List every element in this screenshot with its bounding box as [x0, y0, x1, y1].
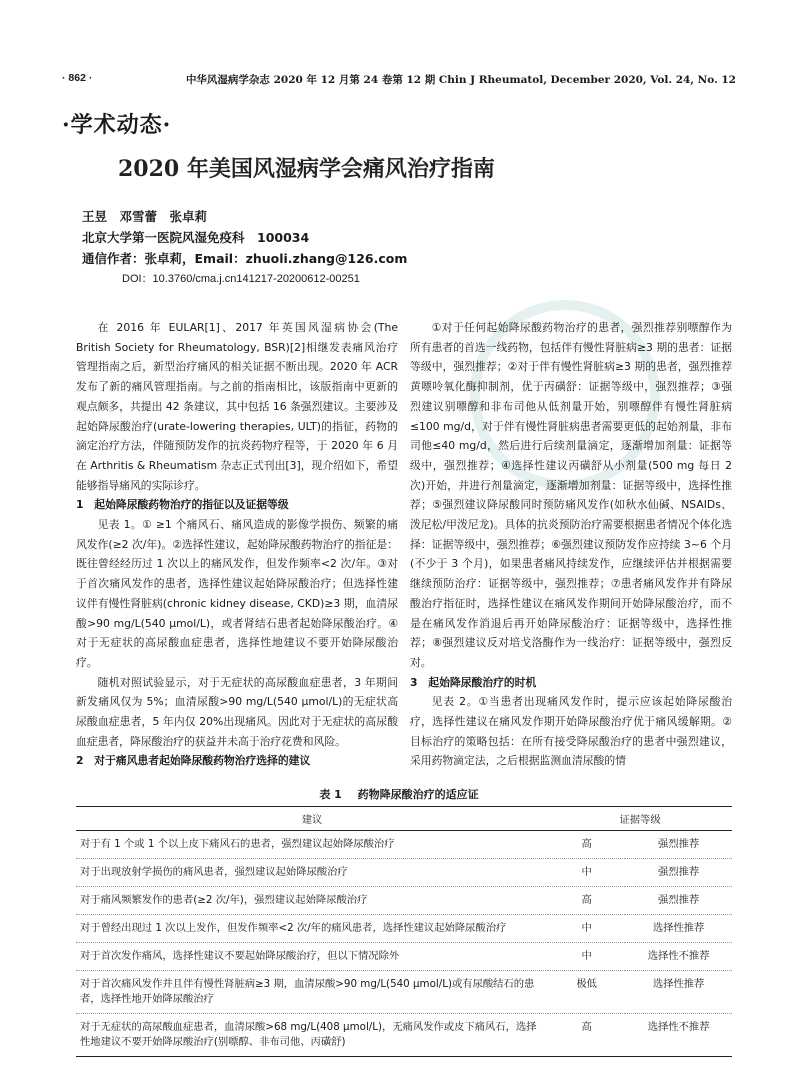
paragraph: 见表 1。① ≥1 个痛风石、痛风造成的影像学损伤、频繁的痛风发作(≥2 次/年)。②选择性建议，起始降尿酸药物治疗的指征是：既往曾经经历过 1 次以上的痛风发作，但发作频率<2 次/年。③对于首次痛风发作的患者，选择性建议起始降尿酸治疗；但选择性建议伴有慢性肾脏病(chronic kidney disease, CKD)≥3 期，血清尿酸>90 mg/L(540 μmol/L)，或者肾结石患者起始降尿酸治疗。④对于无症状的高尿酸血症患者，选择性地建议不要开始降尿酸治疗。	[76, 518, 398, 669]
cell-strength: 选择性不推荐	[625, 1014, 732, 1057]
table-row	[76, 915, 732, 943]
paragraph: 随机对照试验显示，对于无症状的高尿酸血症患者，3 年期间新发痛风仅为 5%；血清尿酸>90 mg/L(540 μmol/L)的无症状高尿酸血症患者，5 年内仅 20%出现痛风。因此对于无症状的高尿酸血症患者，降尿酸治疗的获益并未高于治疗花费和风险。	[76, 675, 398, 748]
cell-strength: 强烈推荐	[625, 831, 732, 859]
section-heading: 3 起始降尿酸治疗的时机	[410, 675, 537, 689]
cell-strength: 选择性推荐	[625, 971, 732, 1014]
recommendation-table	[76, 806, 732, 1057]
author-names: 王昱 邓雪蕾 张卓莉	[82, 209, 208, 224]
header-evidence-level: 证据等级	[548, 807, 732, 831]
table-row	[76, 1014, 732, 1057]
table-row	[76, 943, 732, 971]
journal-citation: 中华风湿病学杂志 2020 年 12 月第 24 卷第 12 期 Chin J Rheumatol, December 2020, Vol. 24, No. 12	[185, 74, 736, 86]
running-header	[62, 72, 736, 88]
cell-evidence: 高	[548, 1014, 625, 1057]
header-recommendation: 建议	[76, 807, 548, 831]
cell-strength: 强烈推荐	[625, 859, 732, 887]
table-row	[76, 971, 732, 1014]
table-row	[76, 831, 732, 859]
cell-strength: 选择性不推荐	[625, 943, 732, 971]
cell-evidence: 中	[548, 859, 625, 887]
cell-recommendation: 对于出现放射学损伤的痛风患者，强烈建议起始降尿酸治疗	[76, 859, 548, 887]
cell-strength: 强烈推荐	[625, 887, 732, 915]
table-label: 表 1	[319, 788, 342, 801]
table-row	[76, 859, 732, 887]
cell-recommendation: 对于无症状的高尿酸血症患者，血清尿酸>68 mg/L(408 μmol/L)，无痛风发作或皮下痛风石，选择性地建议不要开始降尿酸治疗(别嘌醇、非布司他、丙磺舒)	[76, 1014, 548, 1057]
cell-recommendation: 对于首次发作痛风，选择性建议不要起始降尿酸治疗，但以下情况除外	[76, 943, 548, 971]
section-heading: 2 对于痛风患者起始降尿酸药物治疗选择的建议	[76, 754, 311, 768]
cell-evidence: 中	[548, 915, 625, 943]
author-block	[82, 206, 407, 290]
table-row	[76, 887, 732, 915]
paragraph: 见表 2。①当患者出现痛风发作时，提示应该起始降尿酸治疗，选择性建议在痛风发作期开始降尿酸治疗优于痛风缓解期。②目标治疗的策略包括：在所有接受降尿酸治疗的患者中强烈建议，采用药物滴定法，之后根据监测血清尿酸的情	[410, 695, 732, 768]
cell-strength: 选择性推荐	[625, 915, 732, 943]
affiliation: 北京大学第一医院风湿免疫科 100034	[82, 230, 310, 245]
article-title: 2020 年美国风湿病学会痛风治疗指南	[118, 156, 495, 182]
table-header-row	[76, 807, 732, 831]
table-title: 药物降尿酸治疗的适应证	[357, 788, 479, 801]
left-column	[76, 318, 398, 771]
section-heading: 1 起始降尿酸药物治疗的指征以及证据等级	[76, 498, 289, 512]
cell-recommendation: 对于有 1 个或 1 个以上皮下痛风石的患者，强烈建议起始降尿酸治疗	[76, 831, 548, 859]
section-tag: ·学术动态·	[62, 112, 172, 138]
cell-recommendation: 对于曾经出现过 1 次以上发作，但发作频率<2 次/年的痛风患者，选择性建议起始降尿酸治疗	[76, 915, 548, 943]
correspondence: 通信作者：张卓莉，Email：zhuoli.zhang@126.com	[82, 251, 408, 266]
cell-evidence: 高	[548, 887, 625, 915]
cell-recommendation: 对于首次痛风发作并且伴有慢性肾脏病≥3 期，血清尿酸>90 mg/L(540 μmol/L)或有尿酸结石的患者，选择性地开始降尿酸治疗	[76, 971, 548, 1014]
cell-evidence: 中	[548, 943, 625, 971]
paragraph: ①对于任何起始降尿酸药物治疗的患者，强烈推荐别嘌醇作为所有患者的首选一线药物，包括伴有慢性肾脏病≥3 期的患者：证据等级中，强烈推荐；②对于伴有慢性肾脏病≥3 期的患者，强烈推荐黄嘌呤氧化酶抑制剂，优于丙磺舒：证据等级中，强烈推荐；③强烈建议别嘌醇和非布司他从低剂量开始，别嘌醇伴有慢性肾脏病≤100 mg/d，对于伴有慢性肾脏病患者需要更低的起始剂量，非布司他≤40 mg/d，然后进行后续剂量滴定，逐渐增加剂量：证据等级中，强烈推荐；④选择性建议丙磺舒从小剂量(500 mg 每日 2 次)开始，并进行剂量滴定，逐渐增加剂量：证据等级中，选择性推荐；⑤强烈建议降尿酸同时预防痛风发作(如秋水仙碱、NSAIDs、泼尼松/甲泼尼龙)。具体的抗炎预防治疗需要根据患者情况个体化选择：证据等级中，强烈推荐；⑥强烈建议预防发作应持续 3~6 个月(不少于 3 个月)，如果患者痛风持续发作，应继续评估并根据需要继续预防治疗：证据等级中，强烈推荐；⑦患者痛风发作并有降尿酸治疗指征时，选择性建议在痛风发作期间开始降尿酸治疗，而不是在痛风发作消退后再开始降尿酸治疗：证据等级中，选择性推荐；⑧强烈建议反对培戈洛酶作为一线治疗：证据等级中，强烈反对。	[410, 321, 732, 669]
paragraph: 在 2016 年 EULAR[1]、2017 年英国风湿病协会(The British Society for Rheumatology, BSR)[2]相继发表痛风治疗管理指南之后，新型治疗痛风的相关证据不断出现。2020 年 ACR 发布了新的痛风管理指南。与之前的指南相比，该版指南中更新的观点颇多，共提出 42 条建议，其中包括 16 条强烈建议。主要涉及起始降尿酸治疗(urate-lowering therapies, ULT)的指征，药物的滴定治疗方法，伴随预防发作的抗炎药物疗程等，于 2020 年 6 月在 Arthritis & Rheumatism 杂志正式刊出[3]，现介绍如下，希望能够指导痛风的实际诊疗。	[76, 321, 398, 492]
cell-recommendation: 对于痛风频繁发作的患者(≥2 次/年)，强烈建议起始降尿酸治疗	[76, 887, 548, 915]
page-number: · 862 ·	[62, 72, 93, 84]
doi: DOI：10.3760/cma.j.cn141217-20200612-00251	[122, 273, 360, 285]
cell-evidence: 极低	[548, 971, 625, 1014]
right-column	[410, 318, 732, 771]
table-caption	[0, 786, 798, 802]
cell-evidence: 高	[548, 831, 625, 859]
